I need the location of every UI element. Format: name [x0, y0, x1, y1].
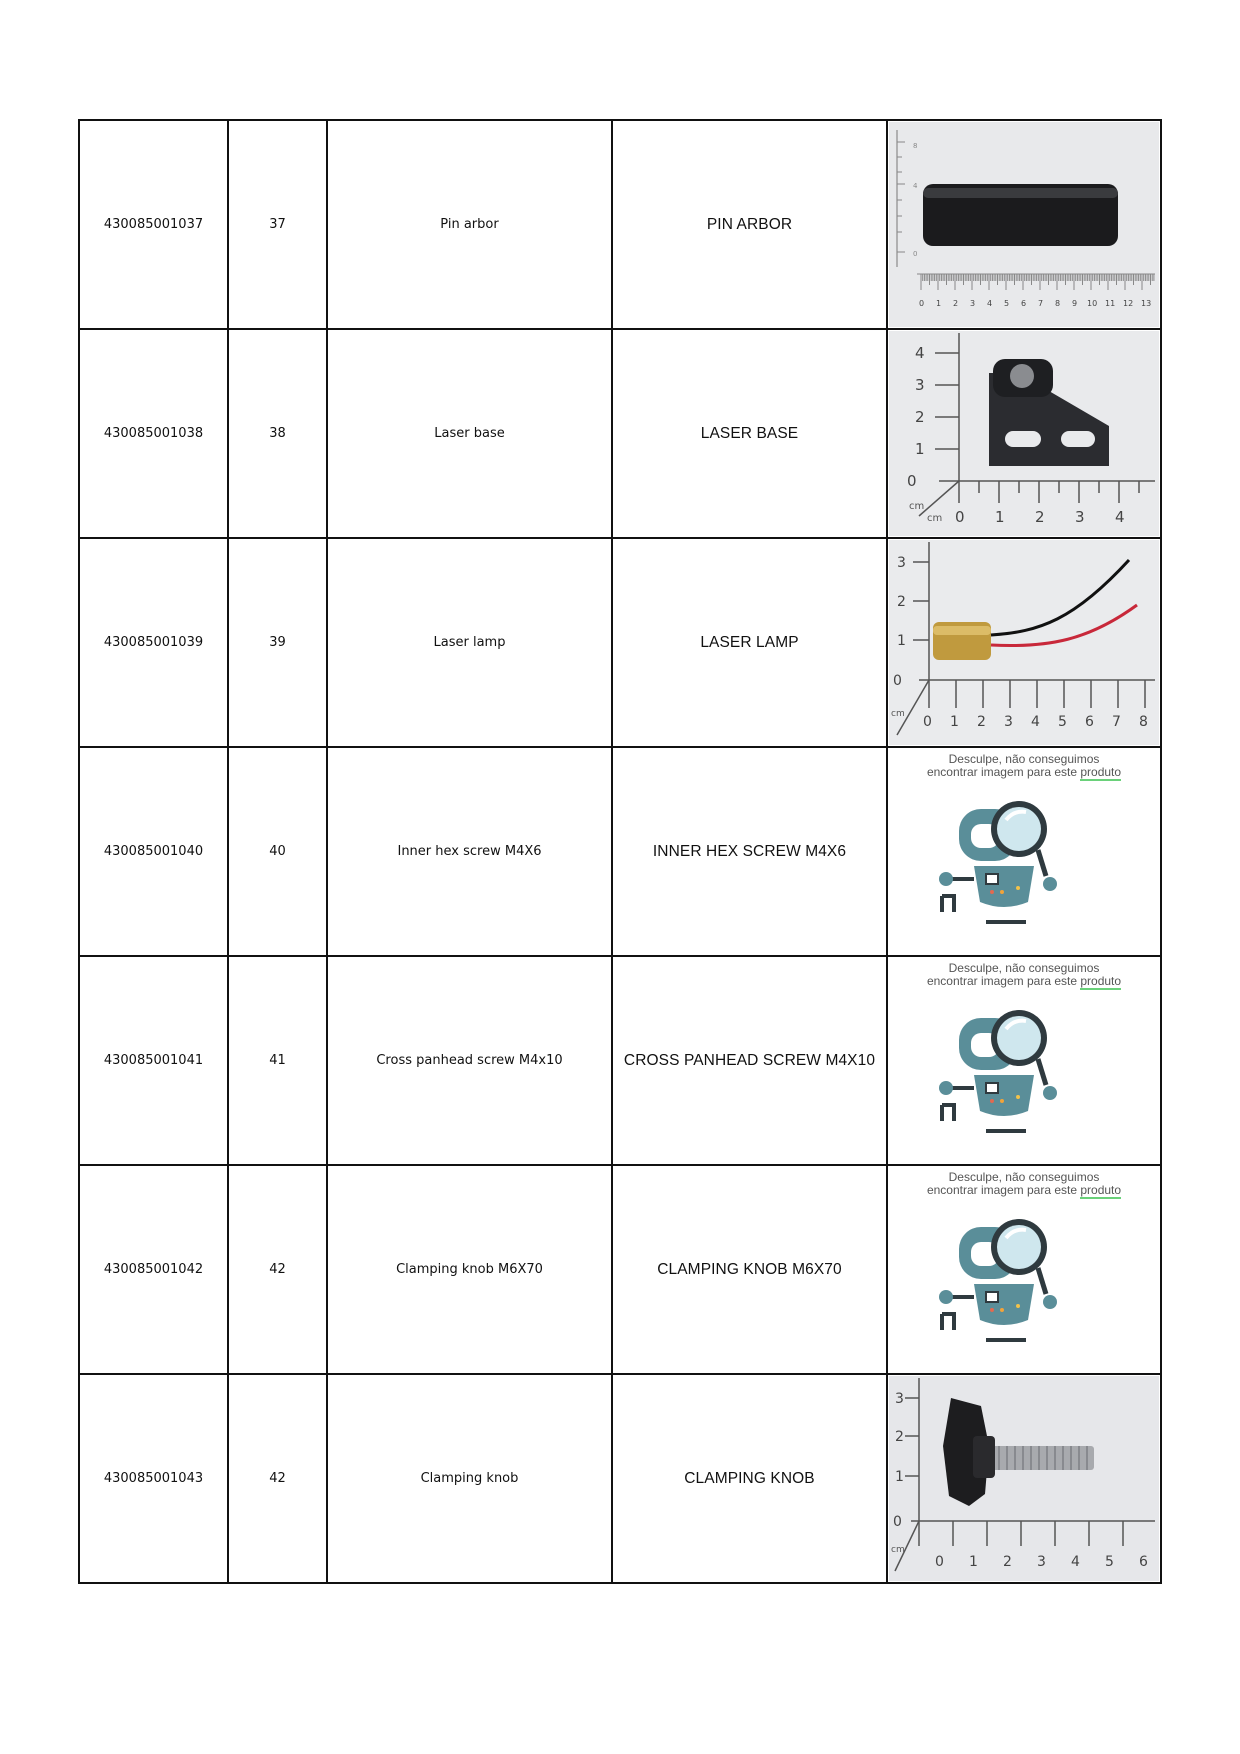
part-description: Pin arbor	[327, 120, 612, 329]
part-description: Inner hex screw M4X6	[327, 747, 612, 956]
ruler-left-label: 3	[915, 376, 925, 394]
ruler-left-label: 0	[893, 1514, 902, 1530]
ruler-bottom-label: 4	[1071, 1554, 1080, 1570]
ruler-left-label: 2	[897, 594, 906, 610]
ruler-left-label: 0	[913, 250, 918, 258]
table-row	[79, 747, 1161, 956]
placeholder-message: Desculpe, não conseguimos encontrar imagem para este produto	[926, 752, 1122, 779]
ruler-left-label: 1	[895, 1469, 904, 1485]
pin-arbor-photo	[889, 122, 1159, 327]
table-row	[79, 329, 1161, 538]
ruler-bottom-label: 3	[1075, 508, 1085, 526]
ruler-bottom-label: 5	[1058, 714, 1067, 730]
ruler-bottom-label: 7	[1112, 714, 1121, 730]
part-name: INNER HEX SCREW M4X6	[612, 747, 887, 956]
part-image-cell	[887, 120, 1161, 329]
ruler-bottom-label: 12	[1123, 299, 1134, 308]
ruler-bottom-label: 0	[955, 508, 965, 526]
ruler-left-label: 1	[915, 440, 925, 458]
part-image-cell	[887, 956, 1161, 1165]
part-image-cell	[887, 538, 1161, 747]
no-image-placeholder	[889, 958, 1159, 1163]
ruler-bottom-label: 0	[935, 1554, 944, 1570]
part-name: CLAMPING KNOB	[612, 1374, 887, 1583]
part-image-cell	[887, 747, 1161, 956]
ruler-unit-label: cm	[891, 1545, 905, 1555]
ruler-bottom-label: 5	[1004, 299, 1010, 308]
part-position: 40	[228, 747, 327, 956]
part-code: 430085001042	[79, 1165, 228, 1374]
ruler-bottom-label: 10	[1087, 299, 1098, 308]
ruler-bottom-label: 4	[1115, 508, 1125, 526]
part-description: Cross panhead screw M4x10	[327, 956, 612, 1165]
part-position: 42	[228, 1165, 327, 1374]
ruler-bottom-label: 2	[1035, 508, 1045, 526]
ruler-unit-label: cm	[909, 501, 925, 512]
ruler-bottom-label: 8	[1055, 299, 1061, 308]
part-position: 39	[228, 538, 327, 747]
ruler-left-label: 0	[893, 673, 902, 689]
part-description: Laser base	[327, 329, 612, 538]
ruler-unit-label: cm	[891, 709, 905, 719]
part-code: 430085001038	[79, 329, 228, 538]
part-name: PIN ARBOR	[612, 120, 887, 329]
ruler-bottom-label: 1	[950, 714, 959, 730]
part-image-cell	[887, 1165, 1161, 1374]
part-code: 430085001039	[79, 538, 228, 747]
part-code: 430085001041	[79, 956, 228, 1165]
laser-base-photo	[889, 331, 1159, 536]
ruler-bottom-label: 5	[1105, 1554, 1114, 1570]
no-image-placeholder	[889, 749, 1159, 954]
part-description: Laser lamp	[327, 538, 612, 747]
laser-lamp-photo	[889, 540, 1159, 745]
part-description: Clamping knob	[327, 1374, 612, 1583]
ruler-bottom-label: 13	[1141, 299, 1152, 308]
ruler-bottom-label: 2	[977, 714, 986, 730]
part-code: 430085001043	[79, 1374, 228, 1583]
ruler-bottom-label: 1	[995, 508, 1005, 526]
no-image-placeholder	[889, 1167, 1159, 1372]
table-row	[79, 1165, 1161, 1374]
ruler-bottom-label: 11	[1105, 299, 1116, 308]
ruler-left-label: 3	[897, 555, 906, 571]
ruler-bottom-label: 3	[970, 299, 976, 308]
ruler-bottom-label: 2	[953, 299, 959, 308]
ruler-bottom-label: 3	[1037, 1554, 1046, 1570]
ruler-bottom-label: 9	[1072, 299, 1078, 308]
part-name: CROSS PANHEAD SCREW M4X10	[612, 956, 887, 1165]
ruler-bottom-label: 4	[987, 299, 993, 308]
ruler-bottom-label: 1	[969, 1554, 978, 1570]
part-code: 430085001040	[79, 747, 228, 956]
ruler-left-label: 3	[895, 1391, 904, 1407]
part-description: Clamping knob M6X70	[327, 1165, 612, 1374]
ruler-left-label: 4	[913, 182, 918, 190]
part-position: 38	[228, 329, 327, 538]
part-position: 41	[228, 956, 327, 1165]
ruler-bottom-label: 0	[919, 299, 925, 308]
ruler-left-label: 4	[915, 344, 925, 362]
ruler-left-label: 1	[897, 633, 906, 649]
table-row	[79, 120, 1161, 329]
part-position: 37	[228, 120, 327, 329]
parts-table	[78, 119, 1162, 1584]
ruler-bottom-label: 4	[1031, 714, 1040, 730]
robot-magnifier-icon	[934, 993, 1074, 1158]
part-name: LASER BASE	[612, 329, 887, 538]
part-name: CLAMPING KNOB M6X70	[612, 1165, 887, 1374]
part-code: 430085001037	[79, 120, 228, 329]
ruler-left-label: 2	[895, 1429, 904, 1445]
ruler-bottom-label: 6	[1085, 714, 1094, 730]
ruler-left-label: 0	[907, 472, 917, 490]
table-row	[79, 538, 1161, 747]
table-row	[79, 1374, 1161, 1583]
robot-magnifier-icon	[934, 1202, 1074, 1367]
part-image-cell	[887, 1374, 1161, 1583]
ruler-left-label: 2	[915, 408, 925, 426]
clamping-knob-photo	[889, 1376, 1159, 1581]
part-name: LASER LAMP	[612, 538, 887, 747]
placeholder-message: Desculpe, não conseguimos encontrar imagem para este produto	[926, 1170, 1122, 1197]
ruler-bottom-label: 6	[1139, 1554, 1148, 1570]
robot-magnifier-icon	[934, 784, 1074, 949]
ruler-bottom-label: 0	[923, 714, 932, 730]
ruler-bottom-label: 6	[1021, 299, 1027, 308]
ruler-unit-label: cm	[927, 513, 943, 524]
placeholder-message: Desculpe, não conseguimos encontrar imagem para este produto	[926, 961, 1122, 988]
ruler-bottom-label: 2	[1003, 1554, 1012, 1570]
ruler-left-label: 8	[913, 142, 918, 150]
ruler-bottom-label: 3	[1004, 714, 1013, 730]
part-position: 42	[228, 1374, 327, 1583]
part-image-cell	[887, 329, 1161, 538]
ruler-bottom-label: 1	[936, 299, 942, 308]
ruler-bottom-label: 7	[1038, 299, 1044, 308]
ruler-bottom-label: 8	[1139, 714, 1148, 730]
table-row	[79, 956, 1161, 1165]
